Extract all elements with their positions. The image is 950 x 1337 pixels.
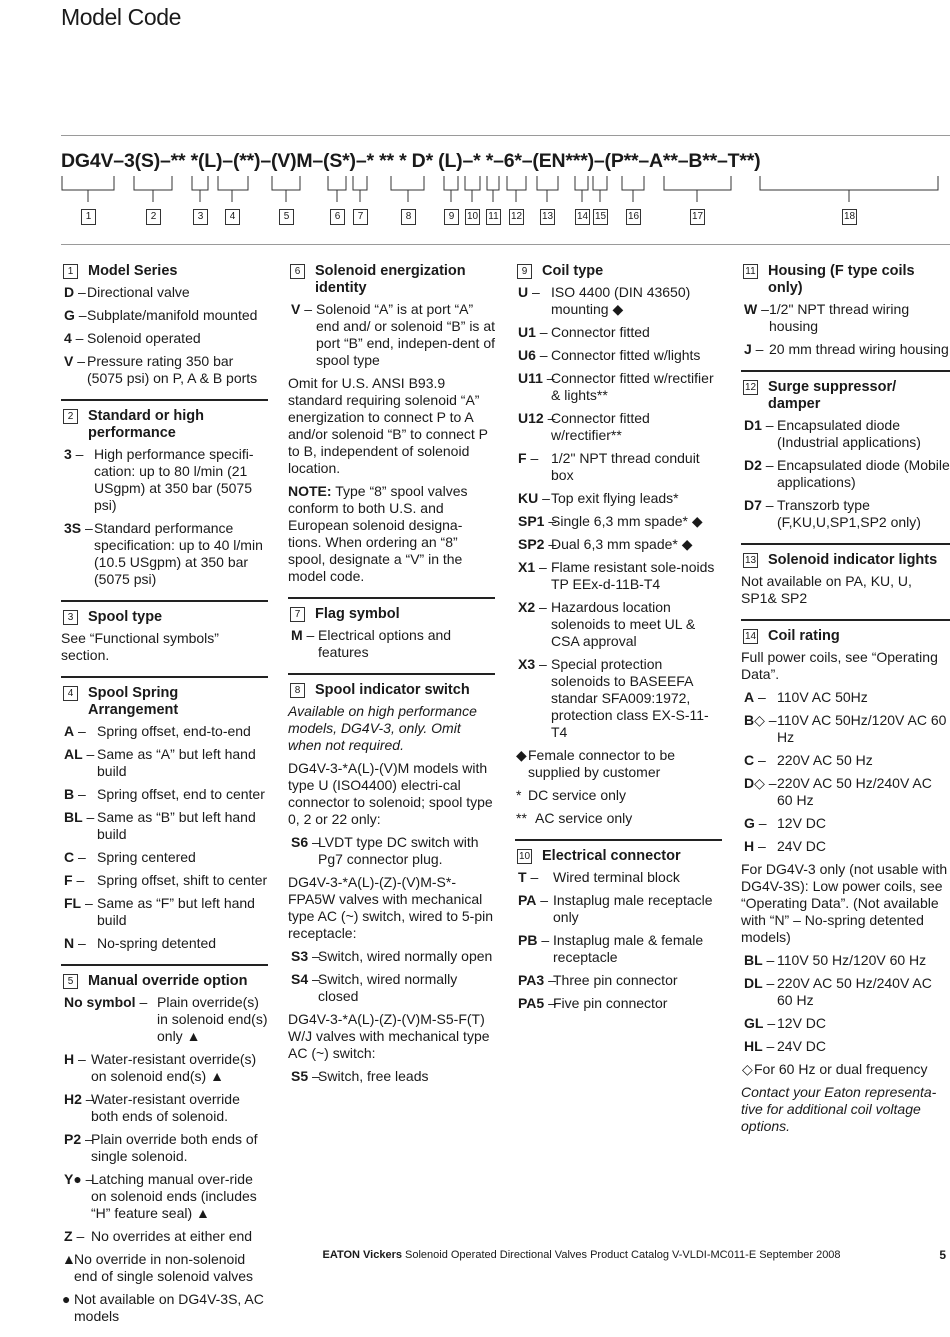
option-item [515,284,722,318]
bracket-12 [507,176,526,202]
option-item [61,935,268,952]
footnote-text: For 60 Hz or dual frequency [754,1061,928,1077]
section-flag-symbol [288,597,495,661]
section-number: 12 [744,382,757,393]
position-number-box: 18 [842,209,857,225]
option-description: Encapsulated diode (Mobile applications) [777,457,950,490]
option-description: Top exit flying leads* [551,490,679,506]
option-code: FL – [64,895,93,912]
option-description: 220V AC 50 Hz/240V AC 60 Hz [777,975,932,1008]
option-item [515,410,722,444]
position-number-box: 11 [486,209,501,225]
option-item [741,975,950,1009]
section-spool-type [61,600,268,664]
position-number-box: 1 [81,209,96,225]
option-description: Spring offset, end to center [97,786,265,802]
option-item [741,341,950,358]
position-number-box: 9 [444,209,459,225]
option-item [515,536,722,553]
footnote [741,1061,950,1078]
option-code: A – [744,689,766,706]
position-number-box: 15 [593,209,608,225]
option-description: 20 mm thread wiring housing [769,341,949,357]
option-item [515,656,722,741]
option-code: SP1 – [518,513,556,530]
option-description: Standard performance specification: up to 40 l/min (10.5 USgpm) at 350 bar (5075 psi) [94,520,263,587]
option-code: PA3 – [518,972,556,989]
option-item [61,446,268,514]
section-electrical-connector [515,839,722,1012]
footnote [515,747,722,781]
option-item [515,995,722,1012]
option-code: 3 – [64,446,83,463]
option-description: Spring centered [97,849,196,865]
option-code: PA5 – [518,995,556,1012]
section-text: DG4V-3-*A(L)-(V)M models with type U (ISO4400) electri-cal connector to solenoid; spool type 0, 2 or 22 only: [288,760,493,827]
option-code: KU – [518,490,550,507]
position-number-box: 12 [509,209,524,225]
footnote-symbol: ◇ [742,1061,753,1077]
footnote-symbol: ▲ [62,1251,76,1267]
section-number: 10 [518,851,531,862]
option-code: DL – [744,975,774,992]
option-item [515,450,722,484]
page-number: 5 [939,1248,946,1262]
option-description: Pressure rating 350 bar (5075 psi) on P, A & B ports [87,353,258,386]
option-item [741,838,950,855]
footnote-text: DC service only [528,787,627,803]
section-surge-suppressor [741,370,950,531]
section-title: Spool Spring Arrangement [88,685,179,718]
option-code: X3 – [518,656,547,673]
bracket-9 [444,176,458,202]
bracket-15 [593,176,607,202]
option-description: Same as “B” but left hand build [97,809,256,842]
position-number-box: 7 [353,209,368,225]
option-item [741,689,950,706]
option-item [741,457,950,491]
bracket-13 [537,176,558,202]
option-item [61,849,268,866]
section-title: Solenoid energization identity [315,263,466,296]
option-description: 110V AC 50Hz/120V AC 60 Hz [777,712,947,745]
option-code: N – [64,935,86,952]
option-item [288,1068,495,1085]
option-code: SP2 – [518,536,556,553]
footnote [515,810,722,827]
option-code: F – [64,872,84,889]
option-description: Spring offset, shift to center [97,872,268,888]
option-description: ISO 4400 (DIN 43650) mounting ◆ [551,284,691,317]
option-description: Water-resistant override(s) on solenoid end(s) ▲ [91,1051,257,1084]
option-code: U – [518,284,540,301]
section-number: 6 [290,264,305,279]
option-description: No-spring detented [97,935,217,951]
option-description: Dual 6,3 mm spade* ◆ [551,536,693,552]
option-item [515,892,722,926]
column-3 [515,263,722,1024]
option-description: 24V DC [777,838,827,854]
option-item [515,324,722,341]
note-paragraph [288,483,495,585]
option-item [515,972,722,989]
section-text: DG4V-3-*A(L)-(Z)-(V)M-S5-F(T) W/J valves with mechanical type AC (~) switch: [288,1011,490,1061]
option-item [515,869,722,886]
option-code: U11 – [518,370,555,387]
option-code: PB – [518,932,549,949]
section-title: Spool indicator switch [315,682,470,698]
position-number-box: 3 [193,209,208,225]
option-description: Subplate/manifold mounted [87,307,258,323]
option-description: Instaplug male receptacle only [553,892,713,925]
option-code: PA – [518,892,548,909]
position-number-box: 2 [146,209,161,225]
section-number: 2 [63,409,78,424]
option-item [61,895,268,929]
position-number-box: 16 [626,209,641,225]
section-indicator-lights [741,543,950,607]
column-2 [288,263,495,1097]
option-description: 1/2" NPT thread wiring housing [769,301,910,334]
top-rule [61,135,950,136]
option-item [515,347,722,364]
section-number: 1 [63,264,78,279]
option-code: AL – [64,746,94,763]
section-title: Housing (F type coils only) [768,263,915,296]
section-number: 11 [743,264,758,279]
section-text: Not available on PA, KU, U, SP1& SP2 [741,573,912,606]
footnote-symbol: ◆ [516,747,527,763]
option-code: HL – [744,1038,774,1055]
option-code: S4 – [291,971,320,988]
section-title: Spool type [88,609,163,625]
option-item [741,712,950,746]
option-description: Wired terminal block [553,869,680,885]
section-text: DG4V-3-*A(L)-(Z)-(V)M-S*-FPA5W valves with mechanical type AC (~) switch, wired to 5-pin receptacle: [288,874,494,941]
bracket-14 [575,176,588,202]
option-code: D1 – [744,417,774,434]
option-code: 4 – [64,330,83,347]
option-code: U1 – [518,324,548,341]
section-number: 3 [63,610,78,625]
option-code: S3 – [291,948,320,965]
option-item [741,815,950,832]
position-number-box: 17 [690,209,705,225]
option-description: 12V DC [777,815,827,831]
section-number: 9 [517,264,532,279]
position-number-box: 5 [279,209,294,225]
option-description: Connector fitted w/lights [551,347,701,363]
footnote [515,787,722,804]
option-description: Transzorb type (F,KU,U,SP1,SP2 only) [777,497,921,530]
option-code: G – [744,815,767,832]
bracket-18 [760,176,938,202]
section-number: 7 [290,607,305,622]
option-item [61,746,268,780]
option-code: U12 – [518,410,555,427]
section-spool-indicator [288,673,495,1085]
section-title: Coil type [542,263,604,279]
note-label: NOTE: [288,483,332,499]
option-code: Y● – [64,1171,93,1188]
section-title: Coil rating [768,628,840,644]
option-code: P2 – [64,1131,93,1148]
option-description: Spring offset, end-to-end [97,723,251,739]
footnote-text: AC service only [535,810,633,826]
option-code: B◇ – [744,712,777,729]
footer-catalog: Solenoid Operated Directional Valves Product Catalog V-VLDI-MC011-E September 2008 [405,1249,841,1261]
option-code: 3S – [64,520,93,537]
option-item [61,330,268,347]
footnote-text: Not available on DG4V-3S, AC models [74,1291,264,1324]
option-description: 220V AC 50 Hz/240V AC 60 Hz [777,775,932,808]
option-description: 110V 50 Hz/120V 60 Hz [777,952,927,968]
option-code: D2 – [744,457,774,474]
option-description: 220V AC 50 Hz [777,752,873,768]
option-item [61,786,268,803]
option-description: Three pin connector [553,972,678,988]
option-item [61,1091,268,1125]
option-item [741,952,950,969]
section-number: 5 [63,974,78,989]
option-description: Plain override both ends of single solenoid. [91,1131,258,1164]
option-description: Connector fitted [551,324,650,340]
option-code: S6 – [291,834,320,851]
option-description: Hazardous location solenoids to meet UL & CSA approval [551,599,696,649]
section-number: 14 [744,631,757,642]
option-item [61,1171,268,1222]
section-title: Manual override option [88,973,248,989]
option-description: Special protection solenoids to BASEEFA standar SFA009:1972, protection class EX-S-11-T4 [551,656,709,740]
option-code: G – [64,307,87,324]
option-code: W – [744,301,769,318]
option-code: H2 – [64,1091,94,1108]
option-code: F – [518,450,538,467]
option-description: Connector fitted w/rectifier & lights** [551,370,714,403]
section-intro: Available on high performance models, DG4V-3, only. Omit when not required. [288,703,477,753]
position-number-box: 4 [225,209,240,225]
option-code: C – [744,752,766,769]
bracket-10 [465,176,480,202]
option-item [741,752,950,769]
option-code: X2 – [518,599,547,616]
option-item [515,490,722,507]
option-description: Switch, free leads [318,1068,429,1084]
section-number: 4 [63,686,78,701]
footnote-text: No override in non-solenoid end of single solenoid valves [74,1251,254,1284]
model-code-string: DG4V–3(S)–** *(L)–(**)–(V)M–(S*)–* ** * D* (L)–* *–6*–(EN***)–(P**–A**–B**–T**) [61,150,761,172]
option-item [515,370,722,404]
page-title: Model Code [61,4,182,30]
option-description: No overrides at either end [91,1228,253,1244]
option-item [288,301,495,369]
option-description: Switch, wired normally open [318,948,493,964]
section-coil-type [515,263,722,827]
option-description: Same as “A” but left hand build [97,746,256,779]
section-title: Electrical connector [542,848,681,864]
footnote-symbol: * [516,787,522,803]
section-text: For DG4V-3 only (not usable with DG4V-3S): Low power coils, see “Operating Data”. (Not available with “N” – No-spring detented models) [741,861,948,945]
bracket-16 [622,176,644,202]
option-code: D◇ – [744,775,777,792]
section-text: Omit for U.S. ANSI B93.9 standard requiring solenoid “A” energization to connect P to A and/or solenoid “B” to connect P to B, independent of solenoid location. [288,375,488,476]
bracket-7 [353,176,367,202]
option-description: Single 6,3 mm spade* ◆ [551,513,703,529]
bracket-17 [664,176,731,202]
option-item [61,1051,268,1085]
option-item [288,971,495,1005]
option-code: X1 – [518,559,547,576]
section-intro: Full power coils, see “Operating Data”. [741,649,938,682]
option-code: T – [518,869,538,886]
footnote [61,1291,268,1325]
option-item [61,307,268,324]
footnote-symbol: ● [62,1291,71,1307]
option-item [515,559,722,593]
option-item [288,948,495,965]
option-item [61,284,268,301]
option-description: Plain override(s) in solenoid end(s) only ▲ [157,994,268,1044]
option-item [61,994,268,1045]
option-code: H – [744,838,766,855]
footnote [61,1251,268,1285]
footer-brand: EATON Vickers [322,1249,402,1261]
section-housing [741,263,950,358]
option-description: Water-resistant override both ends of solenoid. [91,1091,240,1124]
option-code: V – [64,353,85,370]
option-code: BL – [744,952,774,969]
option-description: Same as “F” but left hand build [97,895,255,928]
section-title: Surge suppressor/ damper [768,379,897,412]
option-code: M – [291,627,314,644]
section-energization [288,263,495,585]
option-code: U6 – [518,347,548,364]
footnote-symbol: ** [516,810,527,826]
option-description: Directional valve [87,284,190,300]
bracket-1 [62,176,114,202]
section-number: 8 [290,683,305,698]
section-title: Flag symbol [315,606,400,622]
section-spool-spring [61,676,268,952]
option-item [741,301,950,335]
bracket-8 [391,176,424,202]
bracket-11 [487,176,499,202]
option-code: J – [744,341,763,358]
option-description: Connector fitted w/rectifier** [551,410,650,443]
bracket-4 [218,176,248,202]
column-4 [741,263,950,1147]
section-number: 13 [744,555,757,566]
option-item [741,497,950,531]
option-description: Electrical options and features [318,627,452,660]
option-description: 110V AC 50Hz [777,689,868,705]
option-item [288,834,495,868]
option-code: GL – [744,1015,775,1032]
option-description: LVDT type DC switch with Pg7 connector plug. [318,834,479,867]
closing-text: Contact your Eaton representa-tive for additional coil voltage options. [741,1084,937,1134]
option-code: C – [64,849,86,866]
section-model-series [61,263,268,387]
option-description: 1/2" NPT thread conduit box [551,450,700,483]
bracket-6 [328,176,346,202]
option-item [61,1228,268,1245]
option-description: Solenoid “A” is at port “A” end and/ or solenoid “B” is at port “B” end, indepen-dent of spool type [316,301,496,368]
section-coil-rating [741,619,950,1135]
option-code: V – [291,301,312,318]
section-text: See “Functional symbols” section. [61,630,219,663]
option-code: No symbol – [64,994,147,1011]
option-description: Instaplug male & female receptacle [553,932,704,965]
option-item [61,1131,268,1165]
header-bottom-rule [61,244,950,245]
option-item [515,932,722,966]
position-number-box: 8 [401,209,416,225]
option-code: D – [64,284,86,301]
section-title: Standard or high performance [88,408,204,441]
section-title: Model Series [88,263,178,279]
option-item [61,520,268,588]
section-title: Solenoid indicator lights [768,552,938,568]
option-item [741,1015,950,1032]
option-code: S5 – [291,1068,320,1085]
position-number-box: 13 [540,209,555,225]
option-item [61,723,268,740]
section-performance [61,399,268,588]
option-description: Five pin connector [553,995,668,1011]
option-code: A – [64,723,86,740]
option-code: BL – [64,809,94,826]
bracket-3 [192,176,208,202]
option-item [741,775,950,809]
column-1 [61,263,268,1337]
option-description: Switch, wired normally closed [318,971,458,1004]
model-code-brackets [0,172,950,204]
option-item [741,1038,950,1055]
option-code: H – [64,1051,86,1068]
option-description: Flame resistant sole-noids TP EEx-d-11B-T4 [551,559,715,592]
option-item [741,417,950,451]
option-code: B – [64,786,86,803]
bracket-5 [272,176,300,202]
bracket-2 [134,176,172,202]
option-code: Z – [64,1228,84,1245]
option-item [288,627,495,661]
option-item [515,513,722,530]
position-number-box: 6 [330,209,345,225]
option-item [61,353,268,387]
option-description: Encapsulated diode (Industrial applications) [777,417,921,450]
option-description: 24V DC [777,1038,827,1054]
note-text: Type “8” spool valves conform to both U.S. and European solenoid designa-tions. When ordering an “8” spool, designate a “V” in the model code. [288,483,468,584]
footnote-text: Female connector to be supplied by customer [528,747,676,780]
position-number-box: 10 [465,209,480,225]
option-description: Latching manual over-ride on solenoid ends (includes “H” feature seal) ▲ [91,1171,257,1221]
option-description: High performance specifi-cation: up to 80 l/min (21 USgpm) at 350 bar (5075 psi) [94,446,254,513]
option-item [61,809,268,843]
option-code: D7 – [744,497,774,514]
option-item [61,872,268,889]
position-number-box: 14 [575,209,590,225]
option-description: 12V DC [777,1015,827,1031]
option-item [515,599,722,650]
option-description: Solenoid operated [87,330,201,346]
